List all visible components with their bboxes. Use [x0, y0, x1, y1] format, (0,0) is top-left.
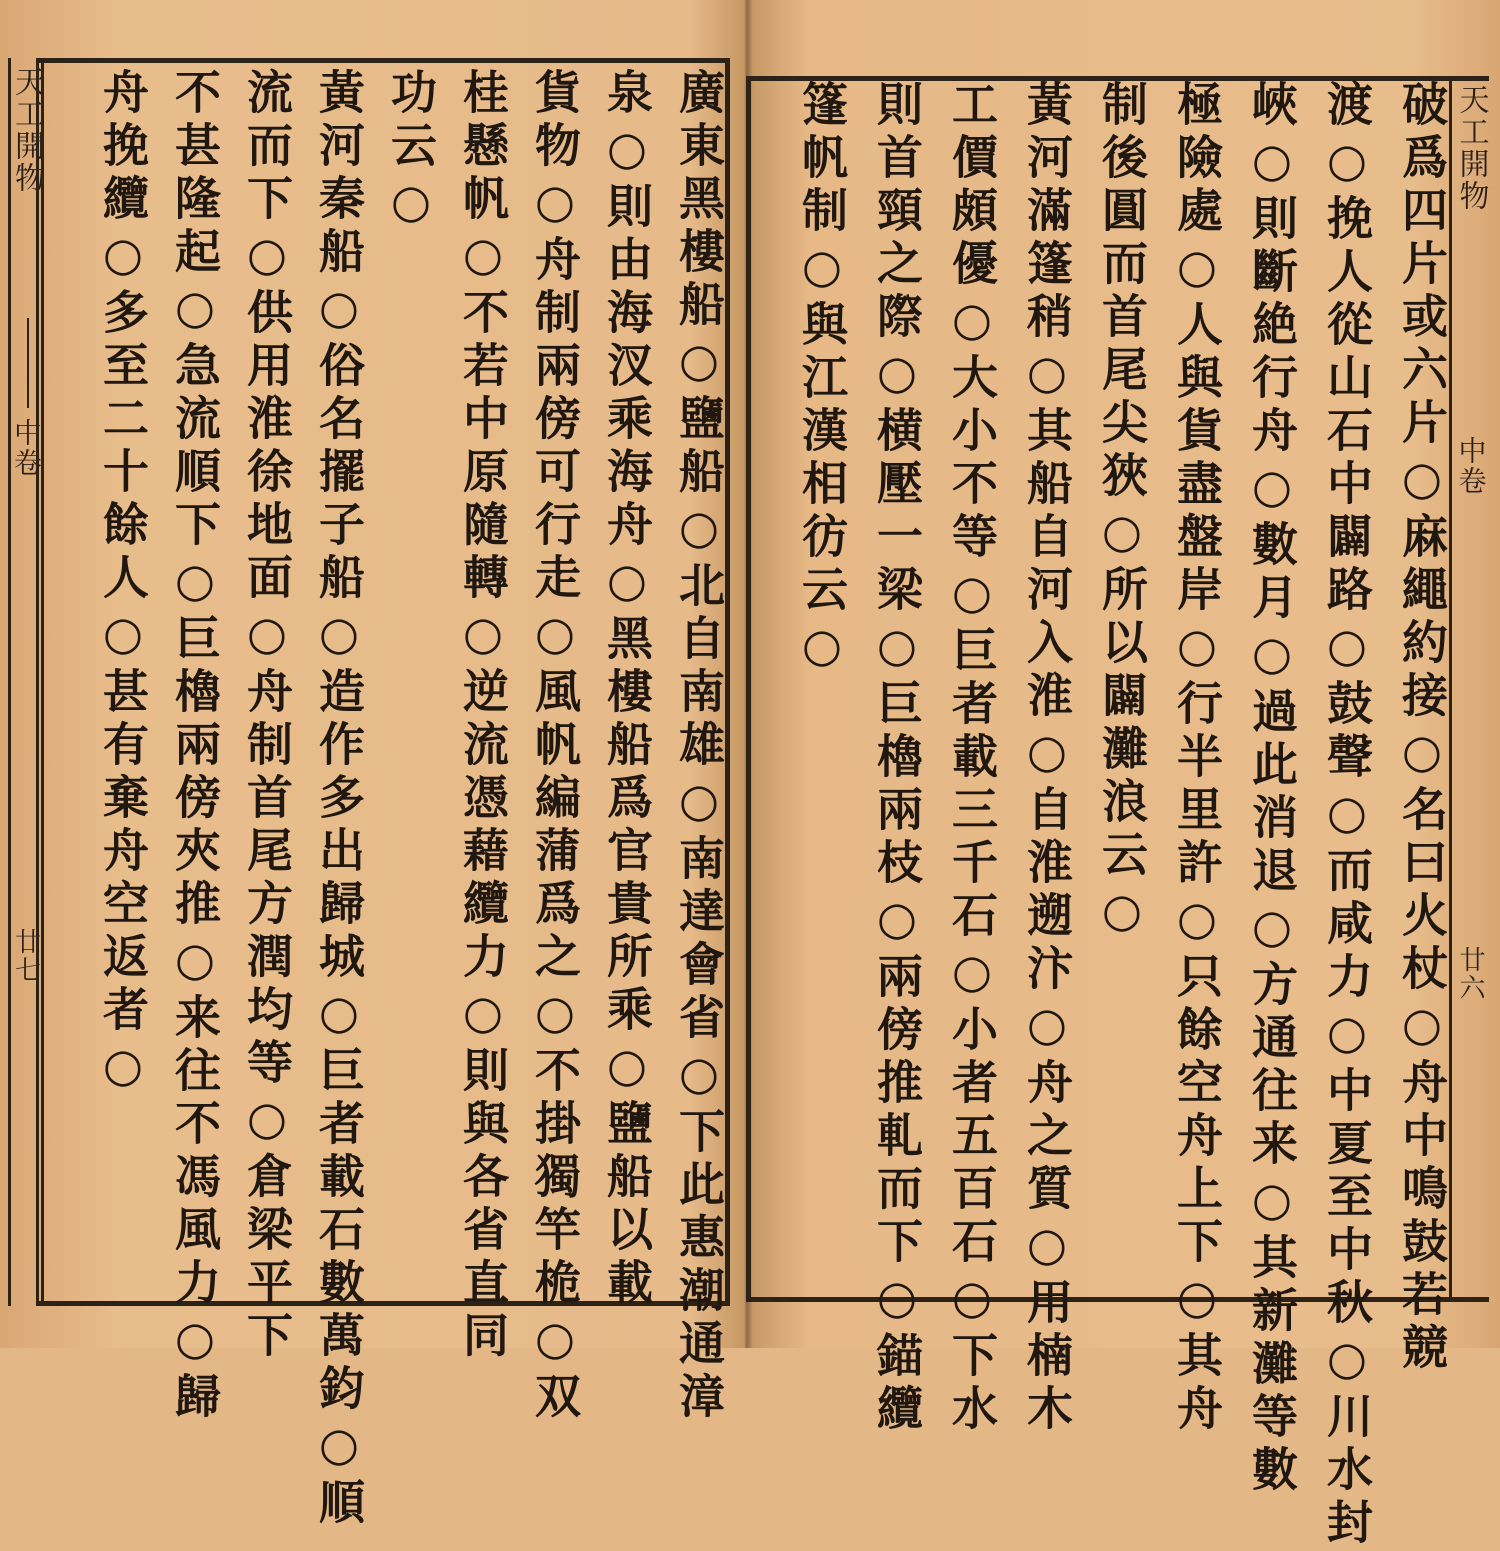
text-column: 貨物○舟制兩傍可行走○風帆編蒲爲之○不掛獨竿桅○双: [528, 68, 582, 1425]
text-column: 制後圓而首尾尖狹○所以闢灘浪云○: [1095, 80, 1149, 944]
text-column: 泉○則由海汊乘海舟○黑樓船爲官貴所乘○鹽船以載: [600, 68, 654, 1311]
margin-book-title: 天工開物: [1453, 84, 1489, 212]
margin-volume: 中卷: [10, 418, 43, 478]
text-column: 舟挽纜○多至二十餘人○甚有棄舟空返者○: [96, 68, 150, 1099]
text-column: 桂懸帆○不若中原隨轉○逆流憑藉纜力○則與各省直同: [456, 68, 510, 1364]
left-page: [8, 58, 730, 1531]
text-column: 廣東黑樓船○鹽船○北自南雄○南達會省○下此惠潮通漳: [672, 68, 726, 1425]
margin-leaf-number: 廿六: [1455, 946, 1485, 1002]
text-column: 破爲四片或六片○麻繩約接○名曰火杖○舟中鳴鼓若競: [1395, 80, 1449, 1376]
text-column: 工價頗優○大小不等○巨者載三千石○小者五百石○下水: [945, 80, 999, 1437]
margin-rule: [27, 318, 29, 408]
text-column: 極險處○人與貨盡盤岸○行半里許○只餘空舟上下○其舟: [1170, 80, 1224, 1437]
right-page-margin: [1449, 76, 1489, 1302]
margin-leaf-number: 廿七: [10, 928, 41, 984]
text-column: 篷帆制○與江漢相彷云○: [795, 80, 849, 679]
text-column: 渡○挽人從山石中闢路○鼓聲○而咸力○中夏至中秋○川水封: [1320, 80, 1374, 1551]
text-column: 則首頸之際○横壓一梁○巨櫓兩枝○兩傍推軋而下○錨纜: [870, 80, 924, 1437]
text-column: 黃河滿篷稍○其船自河入淮○自淮遡汴○舟之質○用楠木: [1020, 80, 1074, 1437]
left-page-text: [72, 68, 726, 1531]
right-page: [744, 58, 1489, 1551]
text-column: 流而下○供用淮徐地面○舟制首尾方潤均等○倉梁平下: [240, 68, 294, 1364]
margin-volume: 中卷: [1454, 436, 1488, 496]
right-page-text: [770, 80, 1449, 1551]
text-column: 不甚隆起○急流順下○巨櫓兩傍夾推○来往不馮風力○歸: [168, 68, 222, 1425]
margin-book-title: 天工開物: [9, 66, 44, 194]
text-column: 峽○則斷絶行舟○數月○過此消退○方通往来○其新灘等數: [1245, 80, 1299, 1498]
text-column: 黃河秦船○俗名擺子船○造作多出歸城○巨者載石數萬鈞○順: [312, 68, 366, 1531]
text-column: 功云○: [384, 68, 438, 235]
